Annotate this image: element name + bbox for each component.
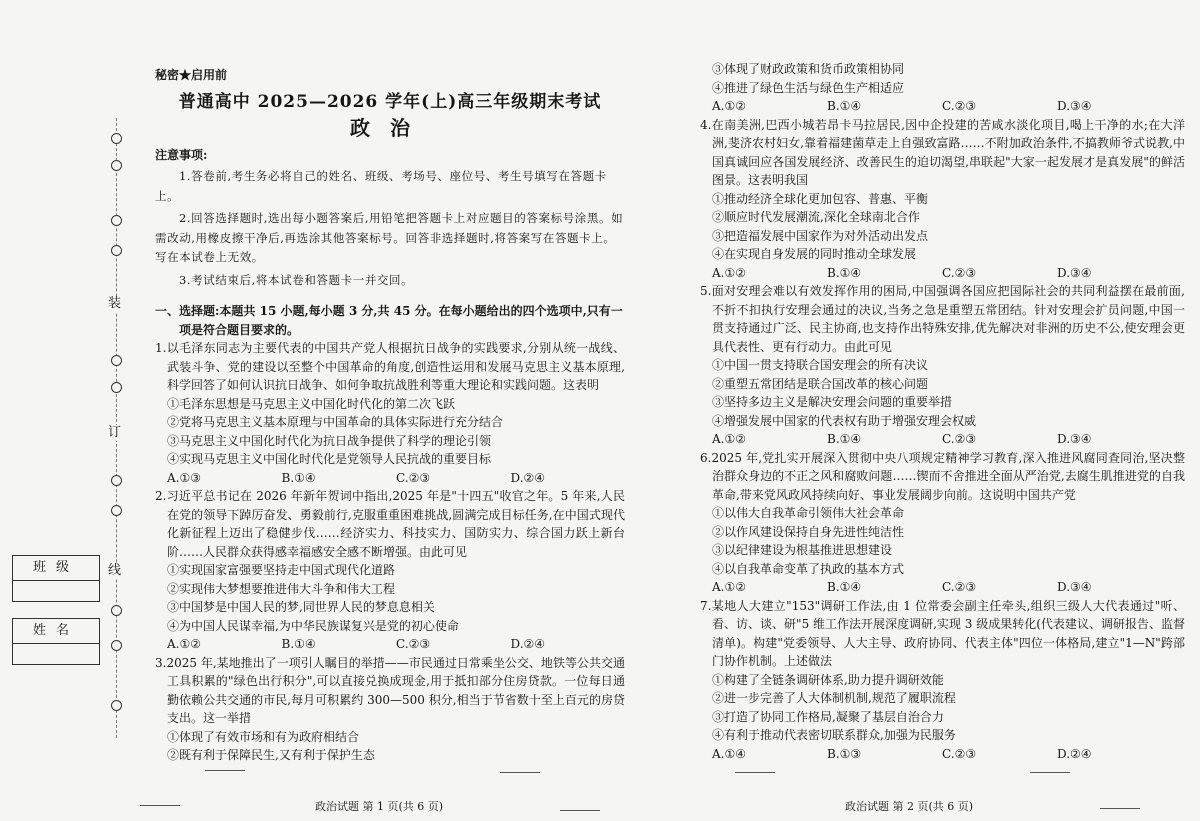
class-label: 班级	[13, 556, 99, 581]
section-heading: 一、选择题:本题共 15 小题,每小题 3 分,共 45 分。在每小题给出的四个选项中,只有一项是符合题目要求的。	[155, 304, 623, 337]
choice-b[interactable]: B.①③	[827, 746, 862, 761]
binding-hole	[111, 245, 122, 256]
statement: ③以纪律建设为根基推进思想建设	[712, 543, 893, 557]
statement: ③打造了协同工作格局,凝聚了基层自治合力	[712, 709, 944, 724]
answer-choices	[700, 745, 1185, 764]
class-box	[12, 555, 100, 602]
question-5	[700, 282, 1185, 449]
binding-hole	[111, 605, 122, 616]
statement: ④有利于推动代表密切联系群众,加强为民服务	[712, 728, 956, 742]
statement: ①构建了全链条调研体系,助力提升调研效能	[712, 672, 944, 687]
question-stem: 1.以毛泽东同志为主要代表的中国共产党人根据抗日战争的实践要求,分别从统一战线、武装斗争、党的建设以至整个中国革命的角度,创造性运用和发展马克思主义基本原理,科学回答了如何认识抗日战争、如何争取抗战胜利等重大理论和实践问题。这表明	[155, 341, 625, 392]
question-2	[155, 487, 625, 654]
choice-a[interactable]: A.①③	[167, 470, 201, 485]
right-column	[700, 60, 1185, 763]
binding-hole	[111, 382, 122, 393]
choice-a[interactable]: A.①②	[712, 99, 746, 113]
choice-d[interactable]: D.③④	[1057, 580, 1092, 594]
answer-choices	[155, 469, 625, 488]
page-footer-left: 政治试题 第 1 页(共 6 页)	[315, 800, 444, 813]
binding-char-ding: 订	[108, 425, 122, 440]
statement: ④推进了绿色生活与绿色生产相适应	[712, 80, 905, 95]
statement: ④实现马克思主义中国化时代化是党领导人民抗战的重要目标	[167, 452, 492, 466]
choice-c[interactable]: C.②③	[942, 746, 977, 761]
name-label: 姓名	[13, 619, 99, 644]
binding-hole	[111, 640, 122, 651]
notice-heading: 注意事项:	[155, 147, 208, 162]
answer-choices	[700, 430, 1185, 449]
binding-hole	[111, 700, 122, 711]
statement: ②党将马克思主义基本原理与中国革命的具体实际进行充分结合	[167, 415, 504, 429]
question-stem: 7.某地人大建立"153"调研工作法,由 1 位常委会副主任牵头,组织三级人大代表通过"听、看、访、谈、研"5 维工作法开展深度调研,实现 3 级成果转化(代表建议、调研报告、监督清单)。构建"党委领导、人大主导、政府协同、代表主体"四位一体格局,建立"1—N"跨部门协作机制。上述做法	[700, 598, 1185, 668]
statement: ②顺应时代发展潮流,深化全球南北合作	[712, 210, 920, 224]
choice-b[interactable]: B.①④	[827, 580, 862, 594]
statement: ④在实现自身发展的同时推动全球发展	[712, 247, 917, 261]
statement: ①毛泽东思想是马克思主义中国化时代化的第二次飞跃	[167, 396, 456, 411]
statement: ②实现伟大梦想要推进伟大斗争和伟大工程	[167, 581, 396, 596]
answer-choices	[700, 264, 1185, 283]
statement: ④以自我革命变革了执政的基本方式	[712, 561, 905, 576]
scan-rule	[500, 772, 540, 773]
answer-choices	[155, 635, 625, 654]
choice-c[interactable]: C.②③	[396, 470, 431, 485]
statement: ④增强发展中国家的代表权有助于增强安理会权威	[712, 413, 977, 428]
choice-a[interactable]: A.①②	[712, 580, 746, 594]
statement: ①实现国家富强要坚持走中国式现代化道路	[167, 563, 396, 577]
question-3-continued	[700, 60, 1185, 116]
question-6	[700, 449, 1185, 597]
page-footer-right: 政治试题 第 2 页(共 6 页)	[845, 800, 974, 813]
statement: ①推动经济全球化更加包容、普惠、平衡	[712, 191, 929, 206]
name-box	[12, 618, 100, 665]
notice-item: 3.考试结束后,将本试卷和答题卡一并交回。	[179, 272, 414, 287]
statement: ②重塑五常团结是联合国改革的核心问题	[712, 376, 929, 391]
choice-b[interactable]: B.①④	[827, 265, 862, 280]
binding-hole	[111, 505, 122, 516]
statement: ②进一步完善了人大体制机制,规范了履职流程	[712, 691, 956, 705]
choice-b[interactable]: B.①④	[281, 470, 316, 485]
scan-rule	[560, 810, 600, 811]
scan-rule	[1100, 808, 1140, 809]
statement: ①体现了有效市场和有为政府相结合	[167, 729, 360, 744]
choice-d[interactable]: D.③④	[1057, 265, 1092, 280]
binding-hole	[111, 475, 122, 486]
question-stem: 3.2025 年,某地推出了一项引人瞩目的举措——市民通过日常乘坐公交、地铁等公共交通工具积累的"绿色出行积分",可以直接兑换成现金,用于抵扣部分住房贷款。一位每日通勤依赖公共交通的市民,每月可积累约 300—500 积分,相当于节省数十至上百元的房贷支出。这一举措	[155, 655, 625, 725]
choice-c[interactable]: C.②③	[942, 265, 977, 280]
answer-choices	[700, 97, 1185, 116]
statement: ③把造福发展中国家作为对外活动出发点	[712, 228, 929, 243]
statement: ④为中国人民谋幸福,为中华民族谋复兴是党的初心使命	[167, 618, 459, 633]
binding-hole	[111, 215, 122, 226]
choice-c[interactable]: C.②③	[942, 580, 977, 594]
statement: ②既有利于保障民生,又有利于保护生态	[167, 748, 375, 762]
binding-char-xian: 线	[108, 563, 122, 578]
left-column	[155, 60, 625, 765]
exam-title: 普通高中 2025—2026 学年(上)高三年级期末考试	[178, 91, 602, 112]
secret-mark: 秘密★启用前	[155, 68, 228, 82]
binding-hole	[111, 160, 122, 171]
choice-d[interactable]: D.③④	[1057, 99, 1092, 113]
choice-d[interactable]: D.②④	[510, 470, 546, 485]
notice-item: 1.答卷前,考生务必将自己的姓名、班级、考场号、座位号、考生号填写在答题卡上。	[155, 169, 607, 203]
question-stem: 5.面对安理会难以有效发挥作用的困局,中国强调各国应把国际社会的共同利益摆在最前面,不折不扣执行安理会通过的决议,当务之急是重塑五常团结。针对安理会扩员问题,中国一贯支持通过广泛、民主协商,也支持作出特殊安排,优先解决对非洲的历史不公,使安理会更具代表性、更有行动力。由此可见	[700, 284, 1185, 354]
binding-hole	[111, 355, 122, 366]
question-stem: 2.习近平总书记在 2026 年新年贺词中指出,2025 年是"十四五"收官之年。5 年来,人民在党的领导下踔厉奋发、勇毅前行,克服重重困难挑战,圆满完成目标任务,在中国式现代化新征程上迈出了稳健步伐……经济实力、科技实力、国防实力、综合国力跃上新台阶……人民群众获得感幸福感安全感不断增强。由此可见	[155, 489, 625, 559]
statement: ③马克思主义中国化时代化为抗日战争提供了科学的理论引领	[167, 433, 492, 448]
choice-a[interactable]: A.①②	[712, 432, 746, 446]
choice-c[interactable]: C.②③	[942, 99, 977, 113]
notice-block	[155, 146, 625, 291]
choice-a[interactable]: A.①④	[712, 746, 746, 761]
subject-title: 政治	[350, 116, 430, 140]
notice-item: 2.回答选择题时,选出每小题答案后,用铅笔把答题卡上对应题目的答案标号涂黑。如需改动,用橡皮擦干净后,再选涂其他答案标号。回答非选择题时,将答案写在答题卡上。写在本试卷上无效。	[155, 211, 624, 264]
class-field[interactable]	[13, 581, 99, 601]
scan-rule	[205, 770, 245, 771]
statement: ③体现了财政政策和货币政策相协同	[712, 62, 905, 76]
choice-c[interactable]: C.②③	[942, 432, 977, 446]
choice-b[interactable]: B.①④	[827, 99, 862, 113]
choice-d[interactable]: D.③④	[1057, 432, 1092, 446]
question-stem: 6.2025 年,党扎实开展深入贯彻中央八项规定精神学习教育,深入推进风腐同查同治,坚决整治群众身边的不正之风和腐败问题……锲而不舍推进全面从严治党,去腐生肌推进党的自我革命,带来党风政风持续向好、事业发展阔步向前。这说明中国共产党	[700, 450, 1185, 502]
answer-choices	[700, 578, 1185, 597]
scan-rule	[735, 772, 775, 773]
choice-a[interactable]: A.①②	[167, 637, 201, 651]
choice-b[interactable]: B.①④	[827, 432, 862, 446]
scan-rule	[1030, 772, 1070, 773]
name-field[interactable]	[13, 644, 99, 664]
question-7	[700, 597, 1185, 764]
choice-d[interactable]: D.②④	[510, 637, 546, 651]
choice-a[interactable]: A.①②	[712, 265, 746, 280]
statement: ③中国梦是中国人民的梦,同世界人民的梦息息相关	[167, 600, 435, 614]
binding-char-zhuang: 装	[108, 296, 122, 311]
question-1	[155, 339, 625, 487]
binding-margin	[0, 0, 150, 821]
choice-d[interactable]: D.②④	[1057, 746, 1092, 761]
binding-hole	[111, 133, 122, 144]
scan-rule	[140, 805, 180, 806]
choice-c[interactable]: C.②③	[396, 637, 431, 651]
question-4	[700, 116, 1185, 283]
question-3	[155, 654, 625, 765]
choice-b[interactable]: B.①④	[281, 637, 316, 651]
question-stem: 4.在南美洲,巴西小城若昂卡马拉居民,因中企投建的苦咸水淡化项目,喝上干净的水;在大洋洲,斐济农村妇女,靠着福建菌草走上自强致富路……不附加政治条件,不搞教师爷式说教,中国真诚回应各国发展经济、改善民生的迫切渴望,串联起"大家一起发展才是真发展"的鲜活图景。这表明我国	[700, 117, 1185, 187]
statement: ①中国一贯支持联合国安理会的所有决议	[712, 358, 929, 372]
statement: ①以伟大自我革命引领伟大社会革命	[712, 506, 905, 520]
statement: ③坚持多边主义是解决安理会问题的重要举措	[712, 395, 953, 409]
statement: ②以作风建设保持自身先进性纯洁性	[712, 524, 905, 539]
